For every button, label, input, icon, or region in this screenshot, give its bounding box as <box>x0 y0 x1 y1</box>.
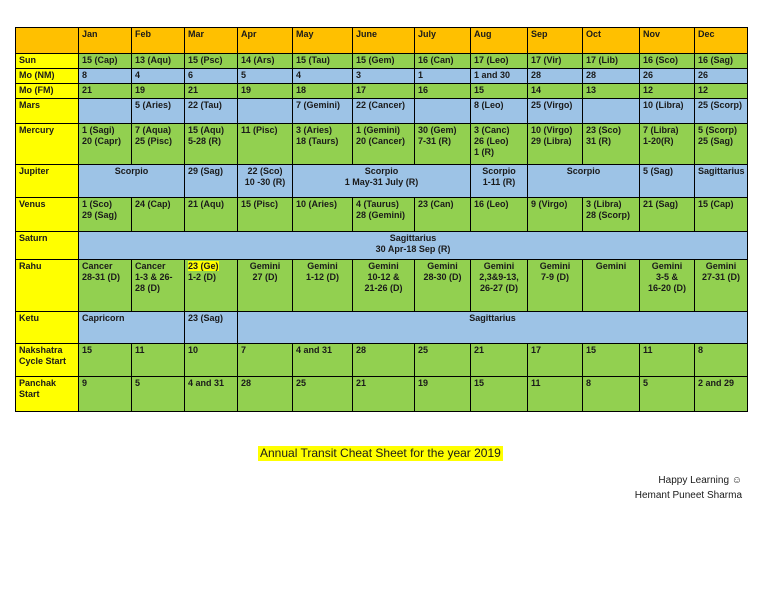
cell-line: 1 (Sco) <box>82 199 113 209</box>
table-cell: 21 <box>353 377 415 412</box>
table-cell: 2 and 29 <box>695 377 748 412</box>
table-cell: 5 <box>640 377 695 412</box>
table-cell: 25 <box>293 377 353 412</box>
month-header: Apr <box>238 28 293 54</box>
table-cell <box>185 124 238 165</box>
table-cell: 17 (Lib) <box>583 54 640 69</box>
cell-line: 11 (Pisc) <box>241 125 278 135</box>
month-header: Aug <box>471 28 528 54</box>
table-cell <box>238 124 293 165</box>
cell-line: Gemini <box>651 261 683 271</box>
table-cell <box>695 198 748 232</box>
table-cell <box>79 165 185 198</box>
cell-line: 1-20(R) <box>643 136 674 146</box>
header-corner <box>16 28 79 54</box>
row-label: Ketu <box>16 312 79 344</box>
cell-line: 10 (Aries) <box>296 199 338 209</box>
cell-line: 30 (Gem) <box>418 125 457 135</box>
table-cell <box>353 260 415 312</box>
table-cell: 21 <box>471 344 528 377</box>
cell-line: Cancer <box>82 261 113 271</box>
table-cell: 14 (Ars) <box>238 54 293 69</box>
table-cell: 16 <box>415 84 471 99</box>
cell-line: 5-28 (R) <box>188 136 222 146</box>
table-cell <box>471 124 528 165</box>
table-row-panchak <box>16 377 748 412</box>
table-cell: 7 (Gemini) <box>293 99 353 124</box>
cell-line: 16 (Leo) <box>474 199 509 209</box>
table-row-sun <box>16 54 748 69</box>
cell-line: Scorpio <box>482 166 516 176</box>
table-cell: 21 <box>79 84 132 99</box>
table-cell: 26 <box>695 69 748 84</box>
month-header: Dec <box>695 28 748 54</box>
cell-line: 10 -30 (R) <box>244 177 286 187</box>
table-row-mars <box>16 99 748 124</box>
table-cell <box>293 198 353 232</box>
table-cell: 4 <box>132 69 185 84</box>
cell-line: 20 (Capr) <box>82 136 122 146</box>
row-label: Saturn <box>16 232 79 260</box>
table-cell: 26 <box>640 69 695 84</box>
cell-line: 29 (Sag) <box>188 166 224 176</box>
table-row-nakshatra <box>16 344 748 377</box>
table-cell: 17 <box>528 344 583 377</box>
table-cell: 4 and 31 <box>293 344 353 377</box>
table-cell: 1 <box>415 69 471 84</box>
cell-line: 28 (Gemini) <box>356 210 406 220</box>
table-cell: 6 <box>185 69 238 84</box>
cell-line: Sagittarius <box>389 233 437 243</box>
cell-line: 1-3 & 26- <box>135 272 173 282</box>
table-cell: 10 <box>185 344 238 377</box>
table-cell: 28 <box>528 69 583 84</box>
cell-line: 28-31 (D) <box>82 272 121 282</box>
table-cell: 4 and 31 <box>185 377 238 412</box>
table-cell <box>353 124 415 165</box>
month-header: Jan <box>79 28 132 54</box>
table-cell <box>528 260 583 312</box>
table-cell <box>293 124 353 165</box>
table-cell: 28 <box>353 344 415 377</box>
cell-line: 3 (Libra) <box>586 199 622 209</box>
row-label: Rahu <box>16 260 79 312</box>
table-cell <box>528 165 640 198</box>
cell-line: 29 (Libra) <box>531 136 572 146</box>
table-cell <box>293 260 353 312</box>
table-cell: 8 <box>583 377 640 412</box>
table-cell <box>415 124 471 165</box>
cell-line: Cancer <box>135 261 166 271</box>
row-label: Sun <box>16 54 79 69</box>
table-cell <box>238 198 293 232</box>
table-cell: Sagittarius <box>238 312 748 344</box>
table-cell <box>640 165 695 198</box>
cell-line: 2,3&9-13, <box>479 272 519 282</box>
table-cell: 25 (Virgo) <box>528 99 583 124</box>
table-cell: 16 (Sag) <box>695 54 748 69</box>
cell-line: Sagittarius <box>698 166 745 176</box>
table-cell: 13 <box>583 84 640 99</box>
table-row-mo-nm <box>16 69 748 84</box>
cell-line: Scorpio <box>364 166 399 176</box>
table-cell <box>353 198 415 232</box>
table-cell <box>238 165 293 198</box>
cell-line: 28-30 (D) <box>423 272 462 282</box>
cell-line: 25 (Sag) <box>698 136 734 146</box>
month-header: Mar <box>185 28 238 54</box>
cell-line: Gemini <box>307 261 338 271</box>
table-cell <box>79 124 132 165</box>
cell-line: Gemini <box>483 261 515 271</box>
page-caption: Annual Transit Cheat Sheet for the year 2019 <box>260 446 501 460</box>
row-label: Mars <box>16 99 79 124</box>
table-cell <box>471 198 528 232</box>
row-label-line: Nakshatra <box>19 345 63 355</box>
cell-line: 23 (Sco) <box>586 125 622 135</box>
cell-line: Gemini <box>249 261 281 271</box>
highlighted-text: 23 (Ge) <box>188 261 219 271</box>
cell-line: Scorpio <box>114 166 149 176</box>
table-cell: 21 <box>185 84 238 99</box>
cell-line: 1 (R) <box>474 147 494 157</box>
table-cell: 23 (Sag) <box>185 312 238 344</box>
table-cell: Capricorn <box>79 312 185 344</box>
table-cell: 19 <box>415 377 471 412</box>
table-cell: 5 <box>238 69 293 84</box>
row-label-line: Start <box>19 389 40 399</box>
table-cell: 28 <box>583 69 640 84</box>
cell-line: 5 (Sag) <box>643 166 674 176</box>
table-cell: 15 (Gem) <box>353 54 415 69</box>
table-cell <box>640 124 695 165</box>
cell-line: 26-27 (D) <box>479 283 518 293</box>
cell-line: 10 (Virgo) <box>531 125 573 135</box>
cell-line: 7 (Libra) <box>643 125 679 135</box>
table-cell <box>238 99 293 124</box>
table-cell <box>695 165 748 198</box>
table-cell: 19 <box>238 84 293 99</box>
cell-line: 5 (Scorp) <box>698 125 738 135</box>
table-cell <box>471 165 528 198</box>
month-header: Nov <box>640 28 695 54</box>
table-cell: 15 (Tau) <box>293 54 353 69</box>
cell-line: 1-2 (D) <box>188 272 217 282</box>
table-cell <box>132 260 185 312</box>
cell-line: Gemini <box>427 261 458 271</box>
cell-line: 20 (Cancer) <box>356 136 406 146</box>
row-label: Mo (NM) <box>16 69 79 84</box>
cell-line: Gemini <box>539 261 571 271</box>
cell-line: 28 (Scorp) <box>586 210 631 220</box>
row-label: Venus <box>16 198 79 232</box>
table-cell <box>415 260 471 312</box>
cell-line: 3 (Canc) <box>474 125 510 135</box>
cell-line: Gemini <box>368 261 399 271</box>
table-cell <box>583 260 640 312</box>
cell-line: 31 (R) <box>586 136 612 146</box>
table-cell: 5 (Aries) <box>132 99 185 124</box>
month-header: July <box>415 28 471 54</box>
table-row-ketu <box>16 312 748 344</box>
table-cell: 11 <box>132 344 185 377</box>
cell-line: 3 (Aries) <box>296 125 333 135</box>
row-label: Mo (FM) <box>16 84 79 99</box>
table-cell: 16 (Sco) <box>640 54 695 69</box>
table-cell <box>528 198 583 232</box>
table-cell: 14 <box>528 84 583 99</box>
table-cell: 9 <box>79 377 132 412</box>
cell-line: 1-12 (D) <box>305 272 339 282</box>
cell-line: Gemini <box>595 261 627 271</box>
table-cell: 25 (Scorp) <box>695 99 748 124</box>
table-cell <box>185 165 238 198</box>
table-cell: 8 (Leo) <box>471 99 528 124</box>
table-cell: 4 <box>293 69 353 84</box>
table-row-rahu <box>16 260 748 312</box>
cell-line: 7-9 (D) <box>540 272 569 282</box>
table-cell: 22 (Tau) <box>185 99 238 124</box>
table-row-venus <box>16 198 748 232</box>
row-label: Jupiter <box>16 165 79 198</box>
table-cell <box>695 260 748 312</box>
author-name: Hemant Puneet Sharma <box>634 490 742 501</box>
table-cell: 10 (Libra) <box>640 99 695 124</box>
table-cell <box>185 260 238 312</box>
table-row-jupiter <box>16 165 748 198</box>
cell-line: 15 (Aqu) <box>188 125 224 135</box>
cell-line <box>188 261 234 272</box>
table-cell: 17 (Vir) <box>528 54 583 69</box>
table-cell <box>471 260 528 312</box>
table-cell <box>583 198 640 232</box>
table-cell <box>238 260 293 312</box>
row-label: Mercury <box>16 124 79 165</box>
table-cell <box>415 198 471 232</box>
table-cell: 11 <box>640 344 695 377</box>
table-row-saturn <box>16 232 748 260</box>
author-credit <box>635 473 742 503</box>
table-cell: 13 (Aqu) <box>132 54 185 69</box>
cell-line: 15 (Pisc) <box>241 199 279 209</box>
cell-line: 21 (Aqu) <box>188 199 224 209</box>
row-label <box>16 377 79 412</box>
table-cell: 1 and 30 <box>471 69 528 84</box>
table-cell: 25 <box>415 344 471 377</box>
table-cell <box>415 99 471 124</box>
month-header: June <box>353 28 415 54</box>
table-cell: 17 <box>353 84 415 99</box>
cell-line: 30 Apr-18 Sep (R) <box>375 244 451 254</box>
transit-table <box>15 27 748 412</box>
table-cell <box>293 165 471 198</box>
cell-line: 1-11 (R) <box>482 177 516 187</box>
table-cell: 15 (Psc) <box>185 54 238 69</box>
cell-line: 26 (Leo) <box>474 136 509 146</box>
cell-line: 24 (Cap) <box>135 199 171 209</box>
cell-line: 7 (Aqua) <box>135 125 171 135</box>
month-header: May <box>293 28 353 54</box>
table-cell <box>695 124 748 165</box>
table-cell: 15 <box>79 344 132 377</box>
cell-line: 4 (Taurus) <box>356 199 399 209</box>
table-cell: 12 <box>640 84 695 99</box>
table-cell <box>583 124 640 165</box>
month-header: Feb <box>132 28 185 54</box>
cell-line: Gemini <box>705 261 737 271</box>
cell-line: 22 (Sco) <box>247 166 283 176</box>
table-cell <box>640 198 695 232</box>
table-cell: 15 <box>471 377 528 412</box>
table-cell: 22 (Cancer) <box>353 99 415 124</box>
cell-line: 21 (Sag) <box>643 199 679 209</box>
header-row <box>16 28 748 54</box>
table-cell <box>132 124 185 165</box>
cell-line: 29 (Sag) <box>82 210 118 220</box>
cell-line: 7-31 (R) <box>418 136 452 146</box>
table-cell <box>79 99 132 124</box>
cell-line: 10-12 & <box>367 272 400 282</box>
table-row-mercury <box>16 124 748 165</box>
cell-line: 21-26 (D) <box>364 283 403 293</box>
cell-line: 27-31 (D) <box>701 272 740 282</box>
cell-line: 25 (Pisc) <box>135 136 173 146</box>
table-cell <box>132 198 185 232</box>
row-label <box>16 344 79 377</box>
table-cell: 15 <box>583 344 640 377</box>
row-label-line: Cycle Start <box>19 356 67 366</box>
cell-line: 18 (Taurs) <box>296 136 339 146</box>
cell-line: 1 (Sagi) <box>82 125 115 135</box>
table-cell: 19 <box>132 84 185 99</box>
table-cell <box>528 124 583 165</box>
cell-line: 28 (D) <box>135 283 161 293</box>
table-cell: 15 (Cap) <box>79 54 132 69</box>
table-cell: 8 <box>79 69 132 84</box>
table-cell <box>79 198 132 232</box>
cell-line: 15 (Cap) <box>698 199 734 209</box>
cell-line: 1 (Gemini) <box>356 125 401 135</box>
table-cell <box>640 260 695 312</box>
row-label-line: Panchak <box>19 378 57 388</box>
cell-line: 16-20 (D) <box>647 283 686 293</box>
month-header: Sep <box>528 28 583 54</box>
table-cell: 28 <box>238 377 293 412</box>
cell-line: 27 (D) <box>252 272 278 282</box>
cell-line: 23 (Can) <box>418 199 454 209</box>
cell-line: Scorpio <box>566 166 601 176</box>
table-cell: 18 <box>293 84 353 99</box>
table-cell: 15 <box>471 84 528 99</box>
credit-line: Happy Learning ☺ <box>658 475 742 486</box>
table-cell: 5 <box>132 377 185 412</box>
table-cell <box>583 99 640 124</box>
table-cell: 7 <box>238 344 293 377</box>
month-header: Oct <box>583 28 640 54</box>
table-cell <box>79 260 132 312</box>
cell-line: 1 May-31 July (R) <box>344 177 419 187</box>
cell-line: 3-5 & <box>655 272 678 282</box>
table-cell <box>79 232 748 260</box>
cell-line: 9 (Virgo) <box>531 199 568 209</box>
table-row-mo-fm <box>16 84 748 99</box>
table-cell: 17 (Leo) <box>471 54 528 69</box>
table-cell: 11 <box>528 377 583 412</box>
table-cell: 16 (Can) <box>415 54 471 69</box>
table-cell <box>185 198 238 232</box>
table-cell: 8 <box>695 344 748 377</box>
table-cell: 3 <box>353 69 415 84</box>
table-cell: 12 <box>695 84 748 99</box>
